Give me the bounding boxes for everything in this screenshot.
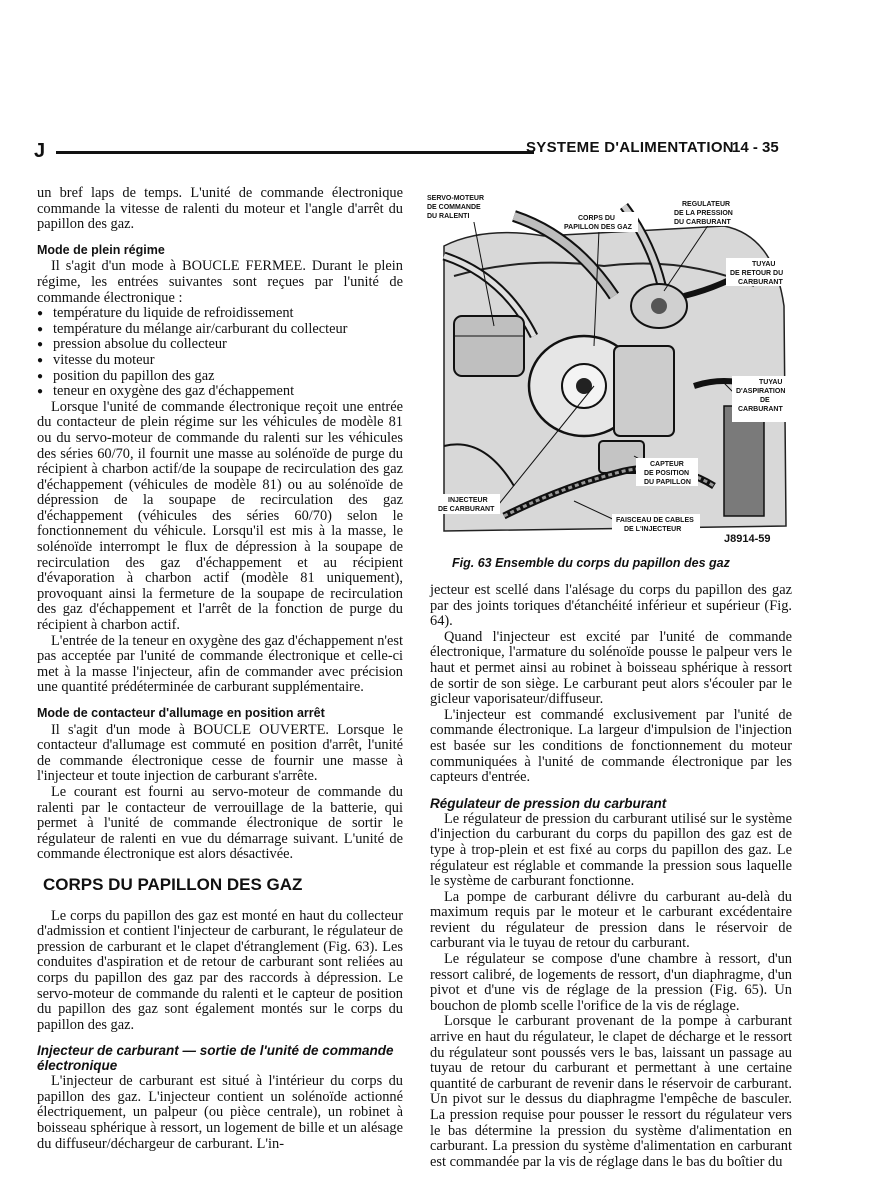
regulateur-paragraph-1: Le régulateur de pression du carburant utilisé sur le système d'injection du carburant du corps du papillon des gaz est de type à trop-plein et est fixé au corps du papillon des gaz. Le régulateur est réglable et commande la pression sous laquelle le système de carburant fonctionne. — [430, 810, 792, 890]
page-number: 14 - 35 — [732, 139, 779, 156]
regulateur-paragraph-4: Lorsque le carburant provenant de la pompe à carburant arrive en haut du régulateur, le clapet de décharge et le ressort du régulateur sont poussés vers le bas, laissant un passage au tuyau de retour du carburant et permettant à une certaine quantité de carburant de revenir dans le réservoir de carburant. Un pivot sur le dessus du diaphragme l'empêche de basculer. La pression requise pour pousser le ressort du régulateur vers le bas détermine la pression du système d'alimentation en carburant. La pression du système d'alimentation en carburant est commandée par la vis de réglage dans le bas du boîtier du — [430, 1013, 792, 1170]
injecteur-paragraph-1: L'injecteur de carburant est situé à l'intérieur du corps du papillon des gaz. L'injecteur contient un solénoïde actionné électriquement, un palpeur (ou pièce centrale), un robinet à boisseau sphérique à ressort, un logement de bille et un alésage du diffuseur/déchargeur de carburant. L'in- — [37, 1073, 403, 1152]
label-line: TUYAU — [752, 261, 776, 268]
label-line: DU PAPILLON — [644, 479, 691, 486]
label-line: DE RETOUR DU — [730, 270, 784, 277]
heading-contacteur: Mode de contacteur d'allumage en position arrêt — [37, 706, 325, 720]
figure-63 — [424, 186, 796, 558]
injecteur-paragraph-2: jecteur est scellé dans l'alésage du corps du papillon des gaz par des joints toriques d'étanchéité inférieur et supérieur (Fig. 64). — [430, 582, 792, 630]
page-header — [30, 138, 850, 164]
contact-paragraph-1: Il s'agit d'un mode à BOUCLE OUVERTE. Lorsque le contacteur d'allumage est commuté en position d'arrêt, l'unité de commande électronique cesse de fournir une masse à l'injecteur et toute injection de carburant s'arrête. — [37, 721, 403, 785]
label-line: CARBURANT — [738, 279, 783, 286]
right-column — [430, 583, 792, 1170]
heading-corps-papillon: CORPS DU PAPILLON DES GAZ — [43, 874, 303, 894]
plein-paragraph-2: Lorsque l'unité de commande électronique reçoit une entrée du contacteur de plein régime sur les véhicules de modèle 81 ou du servo-moteur de commande du ralenti sur les véhicules des séries 60/70, il fournit une masse au solénoïde de purge du récipient à charbon actif/de la soupape de recirculation des gaz d'échappement (véhicules de modèle 81) ou au solénoïde de dépression de la soupape de recirculation des gaz d'échappement (véhicules des séries 60/70) selon le fonctionnement du véhicule. Lorsqu'il est mis à la masse, le solénoïde interrompt le flux de dépression à la soupape de recirculation des gaz d'échappement et au récipient d'évaporation à charbon actif (modèle 81 uniquement), provoquant ainsi la fermeture de la soupape de recirculation des gaz d'échappement et l'arrêt de la fonction de purge du récipient à charbon actif. — [37, 398, 403, 634]
list-item: ● vitesse du moteur — [37, 353, 403, 369]
list-item: ● teneur en oxygène des gaz d'échappement — [37, 384, 403, 400]
label-line: INJECTEUR — [448, 497, 488, 504]
label-line: D'ASPIRATION — [736, 388, 786, 395]
label-line: DE — [760, 397, 770, 404]
label-line: DU CARBURANT — [674, 219, 731, 226]
regulateur-paragraph-3: Le régulateur se compose d'une chambre à ressort, d'un ressort calibré, de logements de ressort, d'un diaphragme, d'un pivot et d'une vis de réglage de la pression (Fig. 65). Un bouchon de plomb scelle l'orifice de la vis de réglage. — [430, 951, 792, 1014]
label-regulateur — [674, 201, 733, 226]
header-rule — [56, 151, 534, 154]
label-line: DE COMMANDE — [427, 204, 481, 211]
figure-caption: Fig. 63 Ensemble du corps du papillon des gaz — [452, 556, 730, 570]
left-column — [37, 186, 403, 1152]
label-line: CARBURANT — [738, 406, 783, 413]
label-line: TUYAU — [759, 379, 783, 386]
contact-paragraph-2: Le courant est fourni au servo-moteur de commande du ralenti par le contacteur de verrouillage de la batterie, qui permet à l'unité de commande électronique de sortir le régulateur de ralenti en vue du démarrage suivant. L'unité de commande électronique est alors désactivée. — [37, 783, 403, 863]
injecteur-paragraph-3: Quand l'injecteur est excité par l'unité de commande électronique, l'armature du solénoïde pousse le palpeur vers le haut et permet ainsi au robinet à boisseau sphérique à ressort de sortir de son siège. Le carburant peut alors s'écouler par le gicleur vaporisateur/diffuseur. — [430, 628, 792, 708]
figure-id: J8914-59 — [724, 533, 771, 545]
injecteur-paragraph-4: L'injecteur est commandé exclusivement par l'unité de commande électronique. La largeur d'impulsion de l'injection est basée sur les conditions de fonctionnement du moteur communiquées à l'unité de commande électronique par les capteurs d'entrée. — [430, 706, 792, 786]
label-line: CORPS DU — [578, 215, 615, 222]
section-title: SYSTEME D'ALIMENTATION — [526, 139, 734, 156]
label-line: DE CARBURANT — [438, 506, 495, 513]
label-line: DU RALENTI — [427, 213, 470, 220]
label-line: DE POSITION — [644, 470, 690, 477]
list-item: ● position du papillon des gaz — [37, 369, 403, 385]
corps-paragraph-1: Le corps du papillon des gaz est monté en haut du collecteur d'admission et contient l'injecteur de carburant, le régulateur de pression de carburant et le clapet d'étranglement (Fig. 63). Les conduites d'aspiration et de retour de carburant sont reliées au corps du papillon des gaz par des raccords à dépression. Le servo-moteur de commande du ralenti et le capteur de position du papillon des gaz sont également montés sur le corps du papillon des gaz. — [37, 907, 403, 1033]
list-item: ● pression absolue du collecteur — [37, 337, 403, 353]
regulateur-paragraph-2: La pompe de carburant délivre du carburant au-delà du maximum requis par le moteur et le carburant excédentaire revient du régulateur de pression dans le réservoir de carburant via le tuyau de retour du carburant. — [430, 888, 792, 952]
section-letter: J — [34, 140, 46, 162]
list-item: ● température du liquide de refroidissement — [37, 306, 403, 322]
list-item: ● température du mélange air/carburant du collecteur — [37, 322, 403, 338]
label-line: SERVO-MOTEUR — [427, 195, 485, 202]
label-line: FAISCEAU DE CABLES — [616, 517, 694, 524]
throttle-body-illustration — [424, 186, 796, 558]
plein-paragraph-1: Il s'agit d'un mode à BOUCLE FERMEE. Durant le plein régime, les entrées suivantes sont reçues par l'unité de commande électronique : — [37, 258, 403, 306]
heading-injecteur: Injecteur de carburant — sortie de l'unité de commande électronique — [37, 1043, 394, 1074]
intro-paragraph: un bref laps de temps. L'unité de commande électronique commande la vitesse de ralenti du moteur et l'angle d'arrêt du papillon des gaz. — [37, 185, 403, 233]
label-line: DE LA PRESSION — [674, 210, 733, 217]
label-line: DE L'INJECTEUR — [624, 526, 682, 533]
label-line: REGULATEUR — [682, 201, 731, 208]
label-line: CAPTEUR — [650, 461, 684, 468]
heading-regulateur: Régulateur de pression du carburant — [430, 795, 667, 811]
plein-paragraph-3: L'entrée de la teneur en oxygène des gaz d'échappement n'est pas acceptée par l'unité de commande électronique et celle-ci met à la masse l'injecteur, afin de commander avec précision une quantité prédéterminée de carburant supplémentaire. — [37, 632, 403, 696]
label-line: PAPILLON DES GAZ — [564, 224, 632, 231]
heading-plein-regime: Mode de plein régime — [37, 242, 165, 257]
input-list — [37, 306, 403, 400]
